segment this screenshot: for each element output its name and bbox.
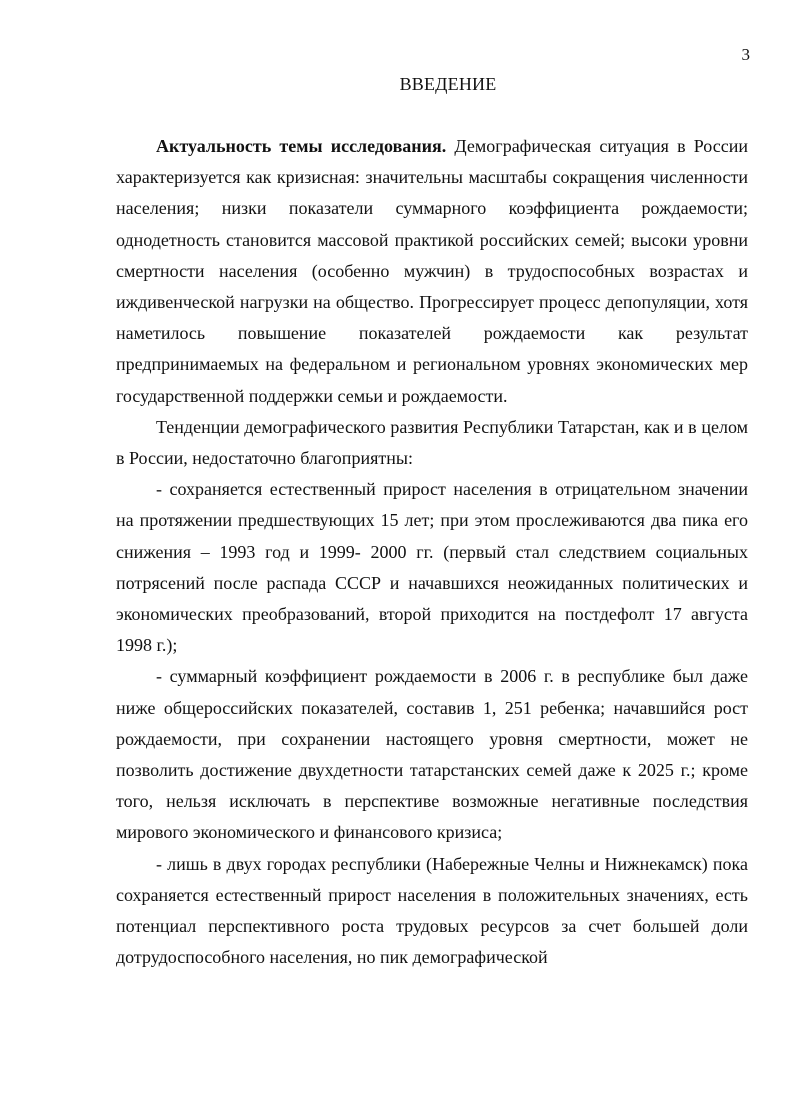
list-item-fertility-rate: - суммарный коэффициент рождаемости в 2006 г. в республике был даже ниже общероссийских показателей, составив 1, 251 ребенка; начавшийся рост рождаемости, при сохранении настоящего уровня смертности, может не позволить достижение двухдетности татарстанских семей даже к 2025 г.; кроме того, нельзя исключать в перспективе возможные негативные последствия мирового экономического и финансового кризиса; [116,666,748,843]
document-body [116,131,748,973]
relevance-text: Демографическая ситуация в России характеризуется как кризисная: значительны масштабы сокращения численности населения; низки показатели суммарного коэффициента рождаемости; однодетность становится массовой практикой российских семей; высоки уровни смертности населения (особенно мужчин) в трудоспособных возрастах и иждивенческой нагрузки на общество. Прогрессирует процесс депопуляции, хотя наметилось повышение показателей рождаемости как результат предпринимаемых на федеральном и региональном уровнях экономических мер государственной поддержки семьи и рождаемости. [116,136,748,406]
list-item-cities: - лишь в двух городах республики (Набережные Челны и Нижнекамск) пока сохраняется естественный прирост населения в положительных значениях, есть потенциал перспективного роста трудовых ресурсов за счет большей доли дотрудоспособного населения, но пик демографической [116,853,748,968]
relevance-heading: Актуальность темы исследования. [156,136,447,156]
page-title: ВВЕДЕНИЕ [399,74,497,94]
list-item-natural-growth: - сохраняется естественный прирост населения в отрицательном значении на протяжении предшествующих 15 лет; при этом прослеживаются два пика его снижения – 1993 год и 1999- 2000 гг. (первый стал следствием социальных потрясений после распада СССР и начавшихся неожиданных политических и экономических преобразований, второй приходится на постдефолт 17 августа 1998 г.); [116,479,748,656]
page-number: 3 [741,45,750,64]
paragraph-relevance [116,131,748,412]
paragraph-trends: Тенденции демографического развития Республики Татарстан, как и в целом в России, недостаточно благоприятны: [116,416,748,469]
